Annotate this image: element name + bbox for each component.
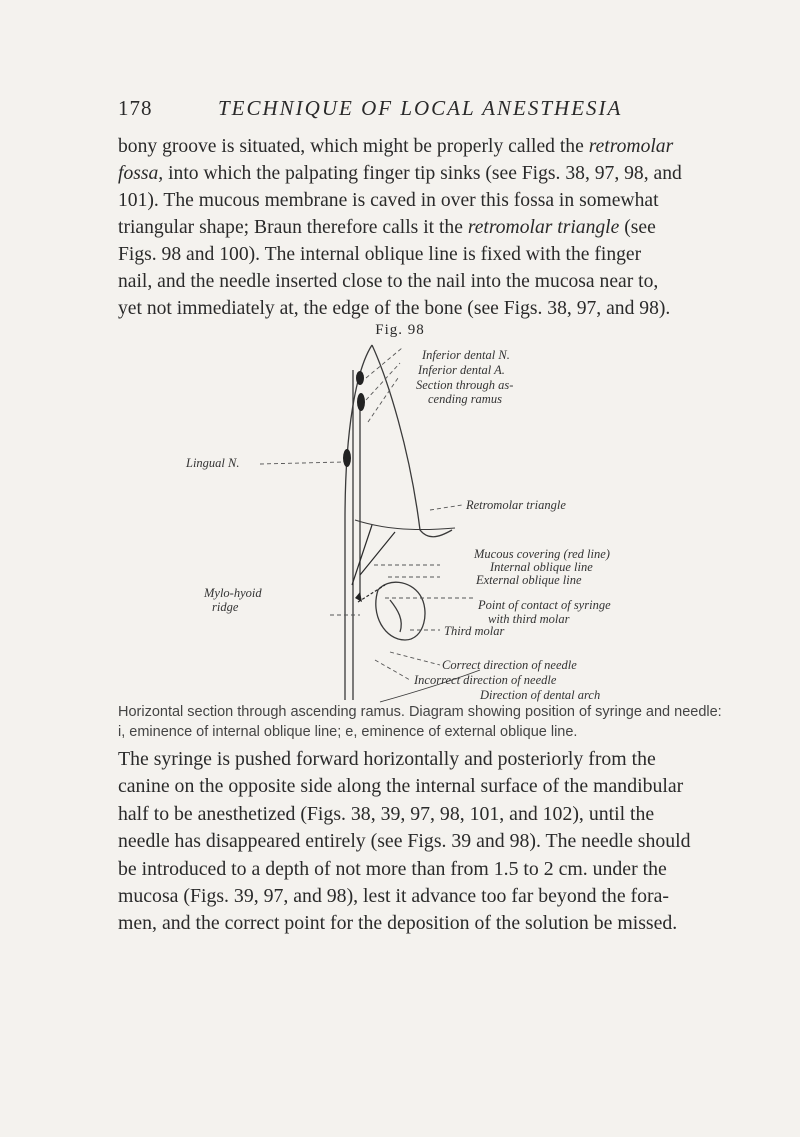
paragraph-1 [118,133,738,322]
label-dental-arch: Direction of dental arch [480,688,601,702]
text-run: bony groove is situated, which might be properly called the [118,136,589,157]
label-external-oblique: External oblique line [476,573,582,587]
label-correct-direction: Correct direction of needle [442,658,577,672]
label-point-of-contact: Point of contact of syringe [478,598,611,612]
label-inferior-dental-a: Inferior dental A. [418,363,505,377]
leader-correct [390,652,440,665]
label-mucous-covering: Mucous covering (red line) [474,547,610,561]
text-line: men, and the correct point for the deposition of the solution be missed. [118,912,678,935]
term-retromolar-triangle: retromolar triangle [467,217,620,238]
leader-lingual [260,462,343,464]
term-retromolar: retromolar [588,136,674,157]
text-run: triangular shape; Braun therefore calls it the [118,217,468,238]
caption-line: i, eminence of internal oblique line; e, eminence of external oblique line. [118,724,578,740]
running-head [118,96,718,121]
label-third-molar: Third molar [444,624,505,638]
text-line: nail, and the needle inserted close to the nail into the mucosa near to, [118,271,659,292]
leader-incorrect [375,660,410,680]
label-incorrect-direction: Incorrect direction of needle [414,673,557,687]
label-section-ramus-cont: cending ramus [428,392,502,406]
leader-section [368,378,398,422]
text-line: yet not immediately at, the edge of the bone (see Figs. 38, 97, and 98). [118,298,671,319]
diagram-svg [0,340,800,710]
paragraph-2 [118,746,738,938]
text-line [118,133,738,160]
text-line: be introduced to a depth of not more than from 1.5 to 2 cm. under the [118,857,667,880]
leader-inferior-a [366,363,400,400]
molar-root [390,600,401,632]
running-title: TECHNIQUE OF LOCAL ANESTHESIA [218,96,623,120]
text-line [118,160,738,187]
text-line: half to be anesthetized (Figs. 38, 39, 97, 98, 101, and 102), until the [118,802,655,825]
figure-caption [118,702,758,742]
mucous-covering-line [355,520,455,530]
term-fossa: fossa, [118,163,164,184]
syringe-contact-line [358,585,385,602]
text-line: canine on the opposite side along the internal surface of the mandibular [118,775,684,798]
text-line: mucosa (Figs. 39, 97, and 98), lest it advance too far beyond the fora- [118,885,669,908]
figure-diagram [0,340,800,710]
text-line: The syringe is pushed forward horizontally and posteriorly from the [118,748,656,770]
text-line [118,214,738,241]
text-line: 101). The mucous membrane is caved in over this fossa in somewhat [118,190,659,211]
label-internal-oblique: Internal oblique line [490,560,593,574]
figure-label: Fig. 98 [375,322,425,338]
label-mylo-hyoid-ridge: ridge [212,600,239,614]
label-inferior-dental-n: Inferior dental N. [422,348,510,362]
label-section-ramus: Section through as- [416,378,514,392]
page-number: 178 [118,96,153,120]
text-line: Figs. 98 and 100). The internal oblique line is fixed with the finger [118,244,642,265]
leader-retromolar [430,505,462,510]
inferior-dental-artery-dot [357,393,365,411]
text-line: needle has disappeared entirely (see Figs. 39 and 98). The needle should [118,830,691,853]
needle-incorrect-line [352,525,372,585]
inferior-dental-nerve-dot [356,371,364,385]
syringe-tip [355,592,362,602]
lingual-nerve-dot [343,449,351,467]
text-run: (see [619,217,656,238]
caption-line: Horizontal section through ascending ramus. Diagram showing position of syringe and needle: [118,704,722,720]
label-lingual-n: Lingual N. [186,456,240,470]
label-mylo-hyoid: Mylo-hyoid [204,586,262,600]
label-point-of-contact-cont: with third molar [488,612,570,626]
needle-correct-line [360,532,395,575]
text-run: into which the palpating finger tip sinks (see Figs. 38, 97, 98, and [163,163,682,184]
label-retromolar-triangle: Retromolar triangle [466,498,566,512]
